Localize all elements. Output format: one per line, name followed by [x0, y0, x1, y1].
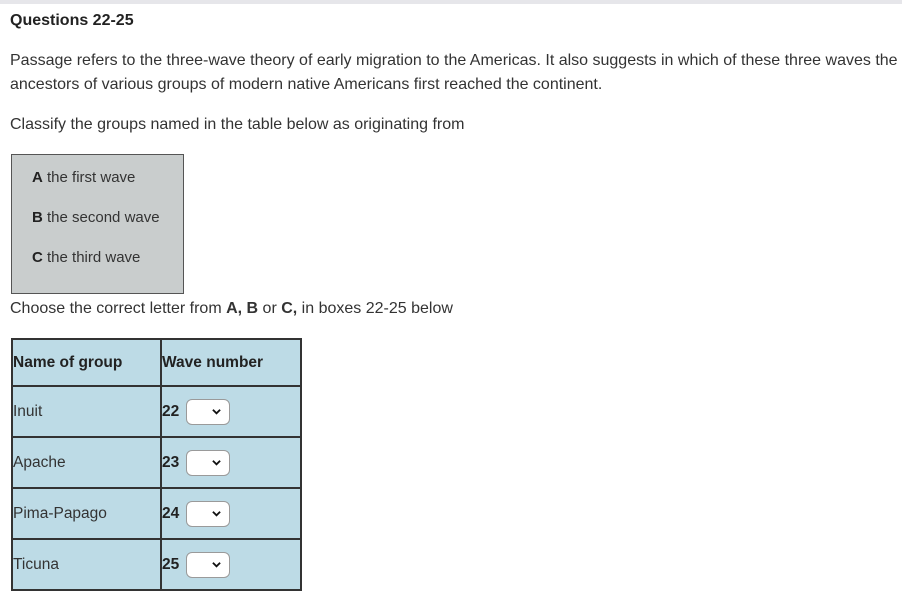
- answer-select-25[interactable]: [186, 552, 230, 578]
- table-row: [12, 488, 301, 539]
- option-letter: A: [32, 169, 43, 186]
- option-text: the third wave: [47, 249, 141, 266]
- group-name: Ticuna: [12, 539, 161, 590]
- header-group: Name of group: [12, 339, 161, 386]
- group-name: Apache: [12, 437, 161, 488]
- answer-select-24[interactable]: [186, 501, 230, 527]
- wave-cell: [161, 386, 301, 437]
- choose-letter-b: B: [246, 300, 259, 317]
- wave-cell: [161, 539, 301, 590]
- choose-prefix: Choose the correct letter from: [10, 300, 227, 317]
- choose-or: or: [258, 300, 282, 317]
- table-row: [12, 539, 301, 590]
- option-letter: C: [32, 249, 43, 266]
- top-bar: [0, 0, 902, 4]
- question-heading: Questions 22-25: [10, 12, 134, 29]
- option-a: [32, 169, 135, 186]
- table-row: [12, 437, 301, 488]
- table-header-row: [12, 339, 301, 386]
- choose-letter-c: C,: [281, 300, 298, 317]
- answer-select-22[interactable]: [186, 399, 230, 425]
- option-letter: B: [32, 209, 43, 226]
- group-name: Inuit: [12, 386, 161, 437]
- answer-select-23[interactable]: [186, 450, 230, 476]
- chevron-down-icon: [212, 458, 221, 467]
- option-text: the first wave: [47, 169, 136, 186]
- choose-letter-a: A,: [226, 300, 243, 317]
- chevron-down-icon: [212, 509, 221, 518]
- choose-suffix: in boxes 22-25 below: [297, 300, 453, 317]
- wave-cell: [161, 488, 301, 539]
- answer-table: [11, 338, 302, 591]
- choose-instruction: [10, 297, 453, 321]
- question-number: 22: [162, 402, 180, 420]
- question-number: 24: [162, 504, 180, 522]
- wave-cell: [161, 437, 301, 488]
- chevron-down-icon: [212, 560, 221, 569]
- table-row: [12, 386, 301, 437]
- options-box: [11, 154, 184, 294]
- option-b: [32, 209, 160, 226]
- classify-instruction: Classify the groups named in the table below as originating from: [10, 116, 465, 133]
- question-number: 23: [162, 453, 180, 471]
- chevron-down-icon: [212, 407, 221, 416]
- group-name: Pima-Papago: [12, 488, 161, 539]
- option-text: the second wave: [47, 209, 160, 226]
- option-c: [32, 249, 140, 266]
- question-number: 25: [162, 555, 180, 573]
- passage-intro: Passage refers to the three-wave theory of early migration to the Americas. It also suggests in which of these three waves the ancestors of various groups of modern native Americans first reached the continent.: [10, 52, 898, 93]
- header-wave: Wave number: [161, 339, 301, 386]
